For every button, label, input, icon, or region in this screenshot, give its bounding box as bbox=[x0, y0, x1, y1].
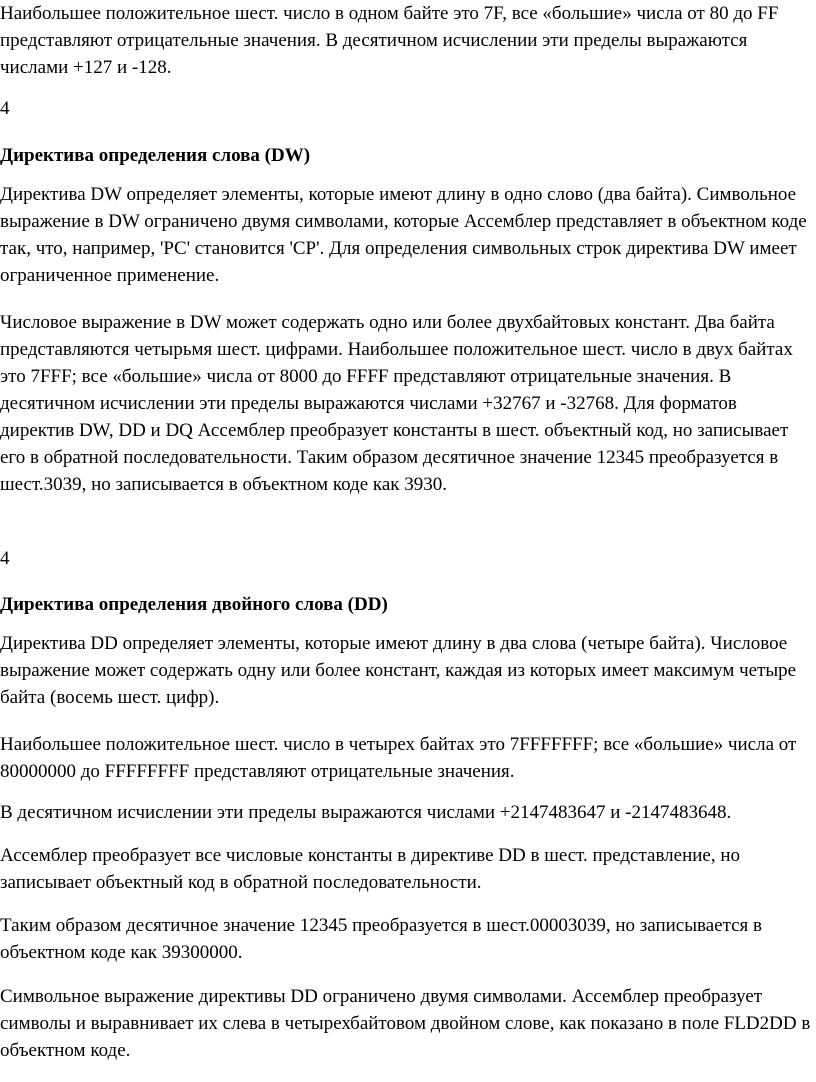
paragraph-dd-symbolic: Символьное выражение директивы DD ограничено двумя символами. Ассемблер преобразует символы и выравнивает их слева в четырехбайтовом двойном слове, как показано в поле FLD2DD в объектном коде. bbox=[0, 986, 811, 1061]
heading-dw: Директива определения слова (DW) bbox=[0, 145, 311, 166]
paragraph-byte-limits: Наибольшее положительное шест. число в одном байте это 7F, все «большие» числа от 80 до FF представляют отрицательные значения. В десятичном исчислении эти пределы выражаются числами +127 и -128. bbox=[0, 3, 779, 78]
page-number: 4 bbox=[0, 548, 10, 569]
page-number: 4 bbox=[0, 98, 10, 119]
paragraph-dd-decimal: В десятичном исчислении эти пределы выражаются числами +2147483647 и -2147483648. bbox=[0, 802, 732, 823]
paragraph-dd-example: Таким образом десятичное значение 12345 преобразуется в шест.00003039, но записывается в объектном коде как 39300000. bbox=[0, 915, 763, 963]
heading-dd: Директива определения двойного слова (DD) bbox=[0, 594, 388, 615]
paragraph-dd-conversion: Ассемблер преобразует все числовые константы в директиве DD в шест. представление, но записывает объектный код в обратной последовательности. bbox=[0, 845, 741, 893]
paragraph-dd-limits: Наибольшее положительное шест. число в четырех байтах это 7FFFFFFF; все «большие» числа от 80000000 до FFFFFFFF представляют отрицательные значения. bbox=[0, 734, 797, 782]
paragraph-dw-intro: Директива DW определяет элементы, которые имеют длину в одно слово (два байта). Символьное выражение в DW ограничено двумя символами, которые Ассемблер представляет в объектном коде так, что, например, 'PC' становится 'CP'. Для определения символьных строк директива DW имеет ограниченное применение. bbox=[0, 184, 807, 286]
paragraph-dd-intro: Директива DD определяет элементы, которые имеют длину в два слова (четыре байта). Числовое выражение может содержать одну или более констант, каждая из которых имеет максимум четыре байта (восемь шест. цифр). bbox=[0, 633, 797, 708]
paragraph-dw-numeric: Числовое выражение в DW может содержать одно или более двухбайтовых констант. Два байта представляются четырьмя шест. цифрами. Наибольшее положительное шест. число в двух байтах это 7FFF; все «большие» числа от 8000 до FFFF представляют отрицательные значения. В десятичном исчислении эти пределы выражаются числами +32767 и -32768. Для форматов директив DW, DD и DQ Ассемблер преобразует константы в шест. объектный код, но записывает его в обратной последовательности. Таким образом десятичное значение 12345 преобразуется в шест.3039, но записывается в объектном коде как 3930. bbox=[0, 312, 793, 495]
